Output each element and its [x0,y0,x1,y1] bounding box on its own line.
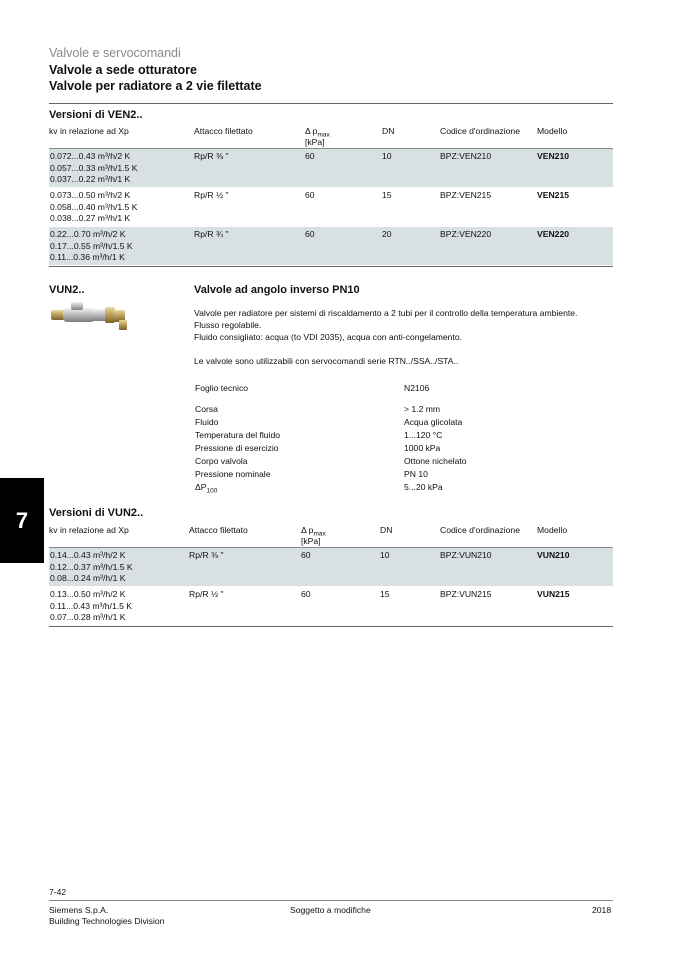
vun-label: VUN2.. [49,284,85,296]
vun-table-title: Versioni di VUN2.. [49,507,144,519]
footer-note: Soggetto a modifiche [290,905,371,915]
spec-label: Corpo valvola [195,456,248,466]
spec-value: Acqua glicolata [404,417,463,427]
spec-label: Temperatura del fluido [195,430,281,440]
table-row [49,188,613,226]
cell-attacco: Rp/R ¾ " [194,229,229,239]
cell-dn: 15 [380,589,390,599]
spec-value: Ottone nichelato [404,456,467,466]
cell-dp: 60 [305,229,315,239]
chapter-tab: 7 [0,478,44,563]
vun-compat-note: Le valvole sono utilizzabili con servocomandi serie RTN../SSA../STA.. [194,356,459,366]
spec-value: 5...20 kPa [404,482,443,492]
cell-dn: 15 [382,190,392,200]
spec-labels [195,403,280,498]
datasheet-label: Foglio tecnico [195,383,249,393]
cell-codice: BPZ:VUN215 [440,589,492,599]
cell-codice: BPZ:VEN220 [440,229,492,239]
valve-image [49,300,129,336]
page-number: 7-42 [49,887,67,897]
cell-codice: BPZ:VUN210 [440,550,492,560]
cell-dp: 60 [301,550,311,560]
divider [49,266,613,267]
divider [49,626,613,627]
spec-value: > 1.2 mm [404,404,441,414]
spec-value: PN 10 [404,469,428,479]
col-kv: kv in relazione ad Xp [49,126,129,136]
cell-modello: VEN210 [537,151,570,161]
cell-kv: 0.072...0.43 m³/h/2 K 0.057...0.33 m³/h/1.5 K 0.037...0.22 m³/h/1 K [50,151,138,184]
vun-description: Valvole per radiatore per sistemi di riscaldamento a 2 tubi per il controllo della temperatura ambiente. Flusso regolabile. Fluido consigliato: acqua (to VDI 2035), acqua con anti-congelamento. [194,308,578,342]
footer-year: 2018 [592,905,612,915]
footer-company: Siemens S.p.A. Building Technologies Division [49,905,165,926]
cell-dn: 20 [382,229,392,239]
cell-dp: 60 [305,190,315,200]
table-row [49,548,613,586]
cell-kv: 0.14...0.43 m³/h/2 K 0.12...0.37 m³/h/1.5 K 0.08...0.24 m³/h/1 K [50,550,133,583]
col-codice: Codice d'ordinazione [440,525,520,535]
cell-codice: BPZ:VEN215 [440,190,492,200]
col-dp-unit: [kPa] [301,536,321,546]
col-kv: kv in relazione ad Xp [49,525,129,535]
cell-dn: 10 [380,550,390,560]
ven-table-title: Versioni di VEN2.. [49,109,143,121]
col-dp: Δ $p_{max}$ [305,126,330,139]
cell-modello: VUN210 [537,550,570,560]
header-title: Valvole a sede otturatore [49,63,197,77]
col-dn: DN [382,126,395,136]
cell-dn: 10 [382,151,392,161]
col-modello: Modello [537,525,568,535]
cell-dp: 60 [305,151,315,161]
spec-label: Pressione nominale [195,469,271,479]
table-row [49,587,613,625]
col-attacco: Attacco filettato [189,525,248,535]
col-dn: DN [380,525,393,535]
spec-label: Pressione di esercizio [195,443,279,453]
cell-attacco: Rp/R ⅜ " [194,151,229,161]
col-dp: Δ $p_{max}$ [301,525,326,538]
col-attacco: Attacco filettato [194,126,253,136]
col-dp-unit: [kPa] [305,137,325,147]
datasheet-value: N2106 [404,383,430,393]
spec-label: Fluido [195,417,219,427]
col-codice: Codice d'ordinazione [440,126,520,136]
cell-kv: 0.13...0.50 m³/h/2 K 0.11...0.43 m³/h/1.5 K 0.07...0.28 m³/h/1 K [50,589,133,622]
cell-attacco: Rp/R ½ " [189,589,224,599]
spec-value: 1...120 °C [404,430,443,440]
divider [49,900,613,901]
table-row [49,227,613,265]
spec-label: $\Delta P_{100}$ [195,482,218,495]
vun-section-title: Valvole ad angolo inverso PN10 [194,284,360,296]
cell-dp: 60 [301,589,311,599]
cell-modello: VUN215 [537,589,570,599]
table-row [49,149,613,187]
cell-codice: BPZ:VEN210 [440,151,492,161]
cell-modello: VEN220 [537,229,570,239]
cell-attacco: Rp/R ½ " [194,190,229,200]
cell-attacco: Rp/R ⅜ " [189,550,224,560]
header-subtitle: Valvole per radiatore a 2 vie filettate [49,79,262,93]
spec-values [404,403,467,494]
cell-modello: VEN215 [537,190,570,200]
spec-label: Corsa [195,404,218,414]
header-category: Valvole e servocomandi [49,46,181,60]
cell-kv: 0.22...0.70 m³/h/2 K 0.17...0.55 m³/h/1.5 K 0.11...0.36 m³/h/1 K [50,229,133,262]
col-modello: Modello [537,126,568,136]
divider [49,103,613,104]
cell-kv: 0.073...0.50 m³/h/2 K 0.058...0.40 m³/h/1.5 K 0.038...0.27 m³/h/1 K [50,190,138,223]
spec-value: 1000 kPa [404,443,441,453]
